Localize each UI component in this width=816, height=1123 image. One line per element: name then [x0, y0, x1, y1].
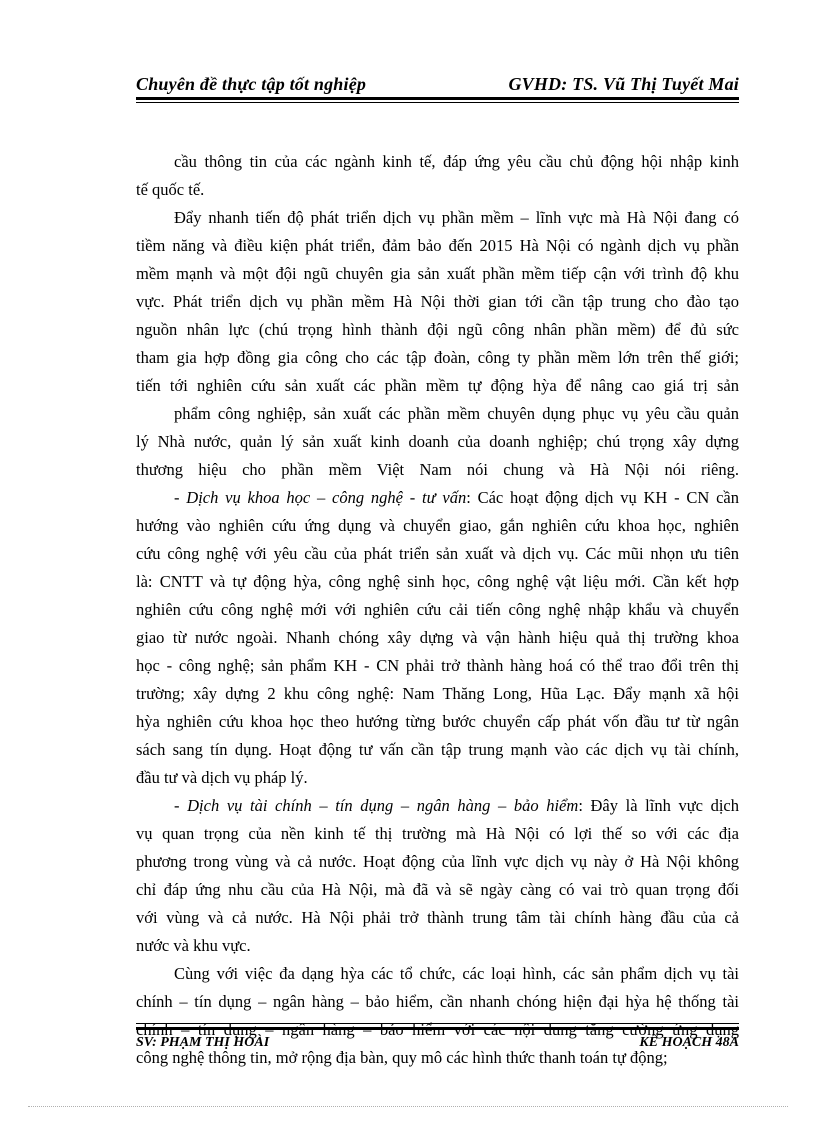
- text-line: chỉ đáp ứng nhu cầu của Hà Nội, mà đã và sẽ ngày càng có vai trò quan trọng đối: [136, 880, 739, 899]
- section-heading-finance-rest: : Đây là lĩnh vực dịch: [578, 796, 739, 815]
- text-line: đầu tư và dịch vụ pháp lý.: [136, 768, 308, 787]
- text-line: chính – tín dụng – ngân hàng – bảo hiểm, cần nhanh chóng hiện đại hỳa hệ thống tài: [136, 992, 739, 1011]
- text-line-heading: [136, 484, 739, 512]
- text-line: thương hiệu cho phần mềm Việt Nam nói chung và Hà Nội nói riêng.: [136, 460, 739, 479]
- header-rule-thin: [136, 102, 739, 103]
- footer-rule-thick: [136, 1027, 739, 1030]
- text-line: trường; xây dựng 2 khu công nghệ: Nam Thăng Long, Hũa Lạc. Đẩy mạnh xã hội: [136, 684, 739, 703]
- footer-class: KẾ HOẠCH 48A: [639, 1035, 739, 1050]
- header-supervisor: GVHD: TS. Vũ Thị Tuyết Mai: [508, 74, 739, 94]
- text-line: vực. Phát triển dịch vụ phần mềm Hà Nội thời gian tới cần tập trung cho đào tạo: [136, 292, 739, 311]
- text-line: nguồn nhân lực (chú trọng hình thành đội ngũ công nhân phần mềm) để đủ sức: [136, 320, 739, 339]
- section-heading-finance: - Dịch vụ tài chính – tín dụng – ngân hàng – bảo hiểm: [174, 796, 579, 815]
- text-line: cầu thông tin của các ngành kinh tế, đáp ứng yêu cầu chủ động hội nhập kinh: [174, 152, 739, 171]
- text-line: tiến tới nghiên cứu sản xuất các phần mềm tự động hỳa để nâng cao giá trị sản: [136, 376, 739, 395]
- text-line: cứu công nghệ với yêu cầu của phát triển sản xuất và dịch vụ. Các mũi nhọn ưu tiên: [136, 544, 739, 563]
- text-line: phương trong vùng và cả nước. Hoạt động của lĩnh vực dịch vụ này ở Hà Nội không: [136, 852, 739, 871]
- text-line: học - công nghệ; sản phẩm KH - CN phải trở thành hàng hoá có thể trao đổi trên thị: [136, 656, 739, 675]
- header-rule-thick: [136, 97, 739, 100]
- text-line: là: CNTT và tự động hỳa, công nghệ sinh học, công nghệ vật liệu mới. Cần kết hợp: [136, 572, 739, 591]
- text-line: Cùng với việc đa dạng hỳa các tổ chức, các loại hình, các sản phẩm dịch vụ tài: [174, 964, 739, 983]
- text-line: Đẩy nhanh tiến độ phát triển dịch vụ phần mềm – lĩnh vực mà Hà Nội đang có: [174, 208, 739, 227]
- text-line: mềm mạnh và một đội ngũ chuyên gia sản xuất phần mềm tiếp cận với trình độ khu: [136, 264, 739, 283]
- section-heading-science: - Dịch vụ khoa học – công nghệ - tư vấn: [174, 488, 467, 507]
- footer-student: SV: PHẠM THỊ HOÀI: [136, 1035, 270, 1050]
- header-title: Chuyên đề thực tập tốt nghiệp: [136, 74, 367, 94]
- footer-rule-thin: [136, 1023, 739, 1024]
- text-line: tham gia hợp đồng gia công cho các tập đoàn, công ty phần mềm lớn trên thế giới;: [136, 348, 739, 367]
- text-line: với vùng và cả nước. Hà Nội phải trở thành trung tâm tài chính hàng đầu của cả: [136, 908, 739, 927]
- text-line: vụ quan trọng của nền kinh tế thị trường mà Hà Nội có lợi thế so với các địa: [136, 824, 739, 843]
- page-bottom-border: [28, 1106, 788, 1107]
- page-header: [136, 70, 739, 100]
- text-line: tế quốc tế.: [136, 180, 205, 199]
- text-line: nghiên cứu công nghệ mới với nghiên cứu cải tiến công nghệ nhập khẩu và chuyển: [136, 600, 739, 619]
- text-line: nước và khu vực.: [136, 936, 251, 955]
- text-line-heading: [136, 792, 739, 820]
- text-line: hỳa nghiên cứu khoa học theo hướng từng bước chuyển cấp phát vốn đầu tư từ ngân: [136, 712, 739, 731]
- text-line: hướng vào nghiên cứu ứng dụng và chuyển giao, gắn nghiên cứu khoa học, nghiên: [136, 516, 739, 535]
- text-line: phẩm công nghiệp, sản xuất các phần mềm chuyên dụng phục vụ yêu cầu quản: [174, 404, 739, 423]
- text-line: công nghệ thông tin, mở rộng địa bàn, quy mô các hình thức thanh toán tự động;: [136, 1048, 668, 1067]
- section-heading-science-rest: : Các hoạt động dịch vụ KH - CN cần: [466, 488, 739, 507]
- text-line: sách sang tín dụng. Hoạt động tư vấn cần tập trung mạnh vào các dịch vụ tài chính,: [136, 740, 739, 759]
- text-line: giao từ nước ngoài. Nhanh chóng xây dựng và vận hành hiệu quả thị trường khoa: [136, 628, 739, 647]
- page-footer: [136, 1023, 739, 1053]
- text-line: lý Nhà nước, quản lý sản xuất kinh doanh của doanh nghiệp; chú trọng xây dựng: [136, 432, 739, 451]
- body-text: [136, 148, 739, 1072]
- text-line: tiềm năng và điều kiện phát triển, đảm bảo đến 2015 Hà Nội có ngành dịch vụ phần: [136, 236, 739, 255]
